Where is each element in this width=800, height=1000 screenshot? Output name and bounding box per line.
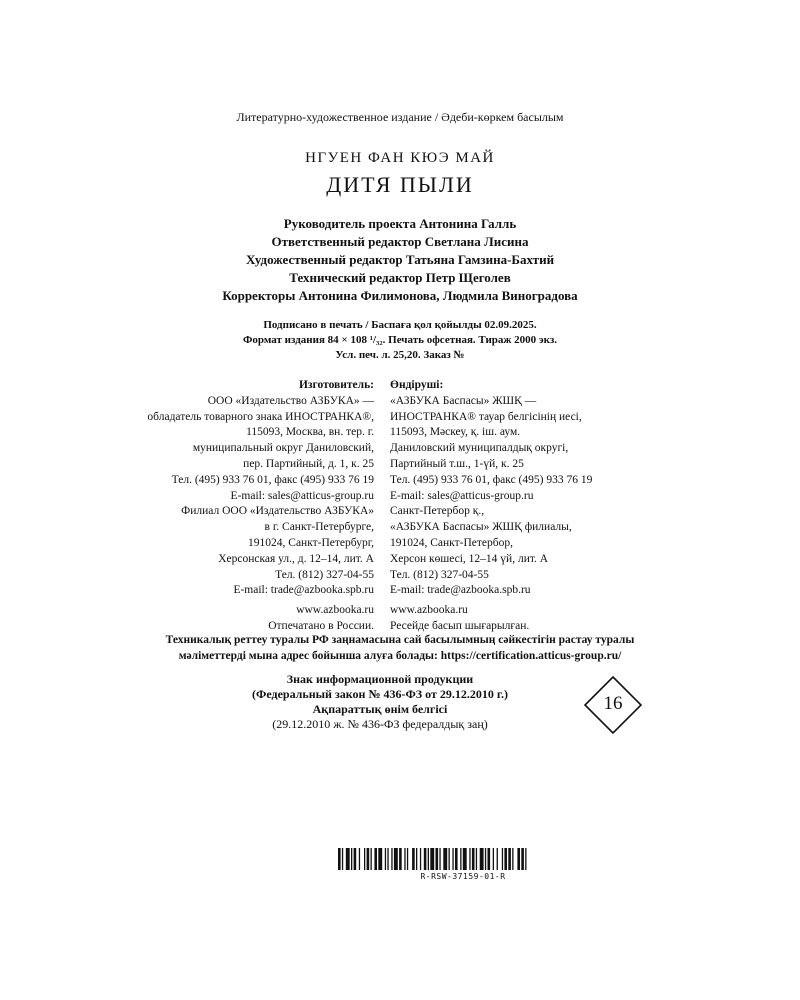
barcode-bar — [521, 848, 524, 870]
barcode-bar — [472, 848, 475, 870]
barcode-bar — [428, 848, 429, 870]
branch-line: E-mail: trade@azbooka.spb.ru — [233, 584, 374, 597]
credits-block — [0, 215, 800, 305]
manufacturer-line: 115093, Москва, вн. тер. г. — [246, 426, 374, 439]
info-sign-block — [200, 672, 560, 732]
barcode-bar — [342, 848, 343, 870]
credit-line: Ответственный редактор Светлана Лисина — [271, 234, 529, 249]
credit-line: Технический редактор Петр Щеголев — [289, 270, 511, 285]
barcode-icon — [338, 848, 588, 870]
barcode-bar — [374, 848, 377, 870]
manufacturer-line: «АЗБУКА Баспасы» ЖШҚ — — [390, 394, 537, 407]
footer-line: Отпечатано в России. — [268, 619, 374, 632]
info-sign-line: Ақпараттық өнім белгісі — [312, 702, 448, 716]
barcode-bar — [424, 848, 427, 870]
manufacturer-line: ООО «Издательство АЗБУКА» — — [207, 394, 374, 407]
barcode-bar — [412, 848, 415, 870]
barcode-bar — [359, 848, 360, 870]
pub-line: Усл. печ. л. 25,20. Заказ № — [335, 349, 465, 361]
barcode-bar — [488, 848, 491, 870]
manufacturer-kz — [390, 378, 592, 635]
credit-line: Художественный редактор Татьяна Гамзина-Бахтий — [245, 252, 555, 267]
barcode-bar — [449, 848, 450, 870]
barcode-bar — [455, 848, 458, 870]
barcode-bar — [504, 848, 507, 870]
barcode-bar — [378, 848, 382, 870]
barcode-bar — [371, 848, 372, 870]
age-rating-badge — [582, 674, 644, 736]
barcode-bar — [463, 848, 467, 870]
barcode-bar — [346, 848, 350, 870]
manufacturer-line: ИНОСТРАНКА® тауар белгісінің иесі, — [390, 410, 582, 423]
pub-line: Формат издания 84 × 108 ¹/₃₂. Печать офсетная. Тираж 2000 экз. — [242, 334, 558, 346]
barcode-bar — [497, 848, 498, 870]
manufacturer-line: Даниловский муниципалдық округі, — [390, 442, 569, 455]
pub-line: Подписано в печать / Баспаға қол қойылды 02.09.2025. — [263, 319, 537, 331]
author-name: НГУЕН ФАН КЮЭ МАЙ — [305, 150, 495, 166]
manufacturer-line: муниципальный округ Даниловский, — [192, 442, 374, 455]
branch-line: 191024, Санкт-Петербург, — [248, 536, 374, 549]
manufacturer-line: E-mail: sales@atticus-group.ru — [230, 489, 374, 502]
barcode-bar — [493, 848, 494, 870]
manufacturer-line: пер. Партийный, д. 1, к. 25 — [243, 457, 374, 470]
barcode-bar — [525, 848, 526, 870]
certification-note — [0, 632, 800, 664]
barcode-bar — [452, 848, 453, 870]
barcode-bar — [439, 848, 440, 870]
barcode-bar — [364, 848, 365, 870]
barcode-bar — [404, 848, 405, 870]
manufacturer-line: Тел. (495) 933 76 01, факс (495) 933 76 19 — [171, 473, 374, 486]
book-title: ДИТЯ ПЫЛИ — [326, 172, 474, 197]
cert-line: мәліметтерді мына адрес бойынша алуға болады: https://certification.atticus-group.ru/ — [178, 650, 622, 662]
barcode-bar — [476, 848, 477, 870]
publication-info — [0, 318, 800, 363]
manufacturer-line: обладатель товарного знака ИНОСТРАНКА®, — [147, 410, 374, 423]
barcode-bar — [443, 848, 447, 870]
branch-line: «АЗБУКА Баспасы» ЖШҚ филиалы, — [390, 521, 572, 534]
barcode-bar — [399, 848, 402, 870]
barcode-bar — [508, 848, 511, 870]
barcode-bar — [420, 848, 421, 870]
manufacturer-line: 115093, Мәскеу, қ. іш. аум. — [390, 426, 521, 439]
info-sign-line: (29.12.2010 ж. № 436-ФЗ федералдық заң) — [272, 717, 488, 731]
footer-line: Ресейде басып шығарылған. — [390, 619, 530, 632]
manufacturer-line: E-mail: sales@atticus-group.ru — [390, 489, 534, 502]
info-sign-line: Знак информационной продукции — [286, 672, 474, 686]
barcode-text: R-RSW-37159-01-R — [420, 872, 506, 881]
barcode-bar — [351, 848, 352, 870]
barcode-bar — [385, 848, 386, 870]
manufacturer-heading: Изготовитель: — [298, 379, 374, 391]
barcode-bar — [354, 848, 357, 870]
branch-line: Тел. (812) 327-04-55 — [390, 568, 489, 581]
barcode-bar — [517, 848, 520, 870]
info-sign-line: (Федеральный закон № 436-ФЗ от 29.12.2010 г.) — [252, 687, 508, 701]
barcode-bar — [436, 848, 439, 870]
branch-line: Херсон көшесі, 12–14 үй, лит. А — [390, 552, 549, 565]
barcode-bar — [407, 848, 408, 870]
barcode-bar — [469, 848, 470, 870]
cert-line: Техникалық реттеу туралы РФ заңнамасына сай басылымның сәйкестігін растау туралы — [165, 634, 635, 646]
branch-line: Херсонская ул., д. 12–14, лит. А — [218, 552, 374, 565]
footer-line: www.azbooka.ru — [296, 604, 374, 617]
branch-line: в г. Санкт-Петербурге, — [264, 521, 374, 534]
genre-line: Литературно-художественное издание / Әдеби-көркем басылым — [236, 110, 564, 124]
barcode-bar — [338, 848, 341, 870]
manufacturer-line: Тел. (495) 933 76 01, факс (495) 933 76 19 — [390, 473, 593, 486]
credit-line: Руководитель проекта Антонина Галль — [283, 216, 517, 231]
manufacturer-line: Партийный т.ш., 1-үй, к. 25 — [390, 457, 524, 470]
barcode-bar — [391, 848, 392, 870]
barcode-bar — [460, 848, 461, 870]
branch-line: Тел. (812) 327-04-55 — [275, 568, 374, 581]
barcode-bar — [394, 848, 398, 870]
barcode-bar — [416, 848, 417, 870]
branch-line: Филиал ООО «Издательство АЗБУКА» — [181, 505, 374, 518]
manufacturer-ru — [147, 378, 374, 635]
barcode — [338, 848, 588, 881]
barcode-bar — [480, 848, 484, 870]
barcode-bar — [430, 848, 434, 870]
branch-line: E-mail: trade@azbooka.spb.ru — [390, 584, 531, 597]
branch-line: 191024, Санкт-Петербор, — [390, 536, 513, 549]
barcode-bar — [485, 848, 486, 870]
branch-line: Санкт-Петербор қ., — [390, 505, 485, 518]
barcode-bar — [502, 848, 503, 870]
credit-line: Корректоры Антонина Филимонова, Людмила Виноградова — [222, 288, 578, 303]
footer-line: www.azbooka.ru — [390, 604, 468, 617]
age-rating-number: 16 — [603, 693, 623, 714]
barcode-bar — [367, 848, 370, 870]
barcode-bar — [512, 848, 513, 870]
manufacturer-heading: Өндіруші: — [390, 379, 444, 391]
barcode-bar — [387, 848, 388, 870]
